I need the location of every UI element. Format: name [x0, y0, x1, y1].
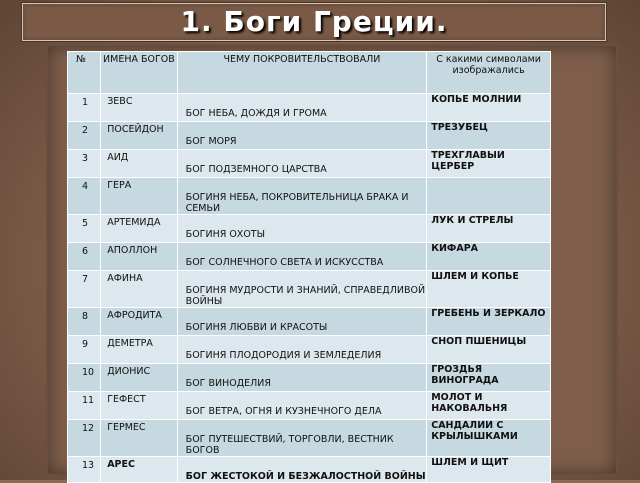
table-row	[68, 215, 551, 243]
cell-god-name: ДИОНИС	[101, 364, 177, 392]
cell-god-name: ГЕФЕСТ	[101, 392, 177, 420]
table-row	[68, 392, 551, 420]
cell-number: 9	[68, 336, 101, 364]
cell-number: 5	[68, 215, 101, 243]
table-row	[68, 271, 551, 308]
cell-number: 6	[68, 243, 101, 271]
table-row	[68, 420, 551, 457]
table-row	[68, 457, 551, 483]
cell-symbols: ГРЕБЕНЬ И ЗЕРКАЛО	[427, 308, 551, 336]
cell-number: 2	[68, 122, 101, 150]
cell-god-name: АФИНА	[101, 271, 177, 308]
table-row	[68, 178, 551, 215]
cell-symbols: САНДАЛИИ С КРЫЛЫШКАМИ	[427, 420, 551, 457]
cell-symbols: ТРЕХГЛАВЫЙ ЦЕРБЕР	[427, 150, 551, 178]
cell-patronage: БОГ СОЛНЕЧНОГО СВЕТА И ИСКУССТВА	[177, 243, 427, 271]
cell-god-name: АИД	[101, 150, 177, 178]
table-header-row	[68, 52, 551, 94]
cell-patronage: БОГИНЯ ОХОТЫ	[177, 215, 427, 243]
cell-god-name: АПОЛЛОН	[101, 243, 177, 271]
cell-number: 11	[68, 392, 101, 420]
table-row	[68, 308, 551, 336]
header-symbols: С какими символами изображались	[427, 52, 551, 94]
header-name: ИМЕНА БОГОВ	[101, 52, 177, 94]
cell-patronage: БОГ ВИНОДЕЛИЯ	[177, 364, 427, 392]
cell-patronage: БОГ ЖЕСТОКОЙ И БЕЗЖАЛОСТНОЙ ВОЙНЫ	[177, 457, 427, 483]
cell-number: 13	[68, 457, 101, 483]
cell-god-name: АФРОДИТА	[101, 308, 177, 336]
header-what: ЧЕМУ ПОКРОВИТЕЛЬСТВОВАЛИ	[177, 52, 427, 94]
cell-number: 8	[68, 308, 101, 336]
cell-patronage: БОГИНЯ ПЛОДОРОДИЯ И ЗЕМЛЕДЕЛИЯ	[177, 336, 427, 364]
cell-number: 3	[68, 150, 101, 178]
gods-table	[67, 51, 551, 483]
cell-patronage: БОГИНЯ ЛЮБВИ И КРАСОТЫ	[177, 308, 427, 336]
table-row	[68, 94, 551, 122]
cell-god-name: ЗЕВС	[101, 94, 177, 122]
cell-patronage: БОГ НЕБА, ДОЖДЯ И ГРОМА	[177, 94, 427, 122]
cell-patronage: БОГ ВЕТРА, ОГНЯ И КУЗНЕЧНОГО ДЕЛА	[177, 392, 427, 420]
cell-symbols: ГРОЗДЬЯ ВИНОГРАДА	[427, 364, 551, 392]
cell-god-name: ГЕРМЕС	[101, 420, 177, 457]
cell-number: 10	[68, 364, 101, 392]
cell-patronage: БОГ ПОДЗЕМНОГО ЦАРСТВА	[177, 150, 427, 178]
cell-number: 4	[68, 178, 101, 215]
cell-symbols: МОЛОТ И НАКОВАЛЬНЯ	[427, 392, 551, 420]
cell-god-name: ДЕМЕТРА	[101, 336, 177, 364]
cell-symbols: ТРЕЗУБЕЦ	[427, 122, 551, 150]
table-row	[68, 336, 551, 364]
cell-symbols: СНОП ПШЕНИЦЫ	[427, 336, 551, 364]
slide-title: 1. Боги Греции.	[22, 3, 606, 41]
cell-symbols: КИФАРА	[427, 243, 551, 271]
cell-symbols: ЛУК И СТРЕЛЫ	[427, 215, 551, 243]
header-num: №	[68, 52, 101, 94]
cell-number: 7	[68, 271, 101, 308]
cell-number: 12	[68, 420, 101, 457]
cell-patronage: БОГ ПУТЕШЕСТВИЙ, ТОРГОВЛИ, ВЕСТНИК БОГОВ	[177, 420, 427, 457]
cell-patronage: БОГИНЯ НЕБА, ПОКРОВИТЕЛЬНИЦА БРАКА И СЕМЬИ	[177, 178, 427, 215]
table-row	[68, 150, 551, 178]
cell-symbols: ШЛЕМ И ЩИТ	[427, 457, 551, 483]
table-row	[68, 122, 551, 150]
cell-symbols	[427, 178, 551, 215]
cell-god-name: ПОСЕЙДОН	[101, 122, 177, 150]
cell-patronage: БОГИНЯ МУДРОСТИ И ЗНАНИЙ, СПРАВЕДЛИВОЙ ВОЙНЫ	[177, 271, 427, 308]
table-row	[68, 243, 551, 271]
table-row	[68, 364, 551, 392]
cell-number: 1	[68, 94, 101, 122]
cell-god-name: ГЕРА	[101, 178, 177, 215]
cell-symbols: ШЛЕМ И КОПЬЕ	[427, 271, 551, 308]
cell-god-name: АРТЕМИДА	[101, 215, 177, 243]
cell-symbols: КОПЬЕ МОЛНИИ	[427, 94, 551, 122]
cell-patronage: БОГ МОРЯ	[177, 122, 427, 150]
cell-god-name: АРЕС	[101, 457, 177, 483]
